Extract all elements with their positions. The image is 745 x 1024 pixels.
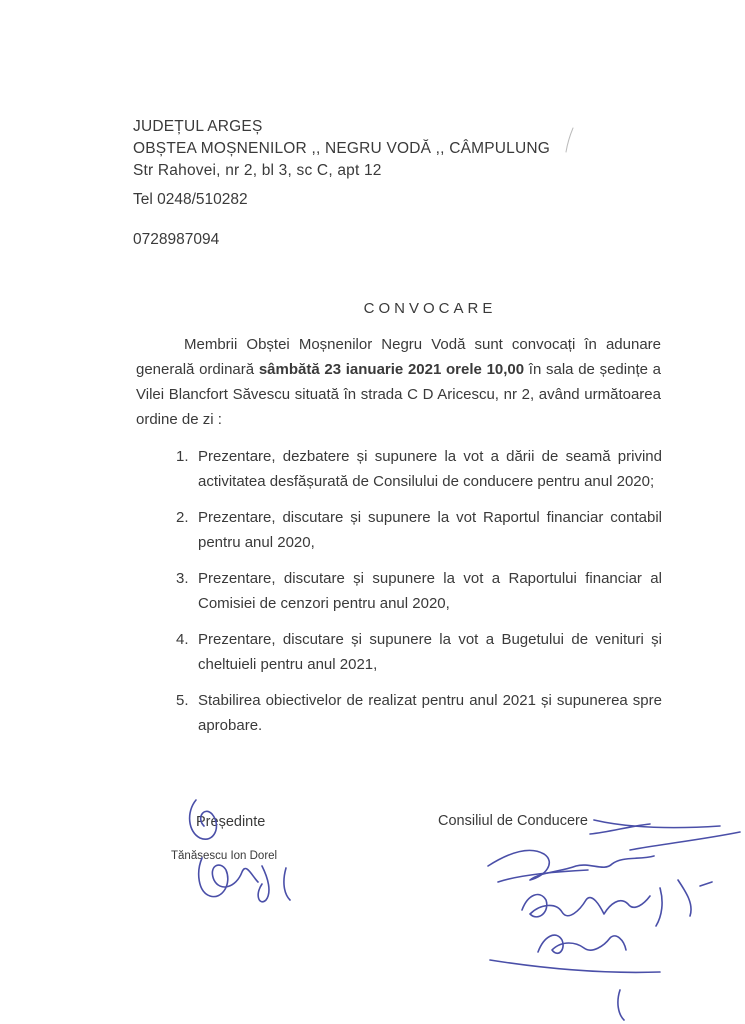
agenda-item: 2. Prezentare, discutare și supunere la vot Raportul financiar contabil pentru anul 2020,	[176, 509, 662, 551]
intro-text-2: în sala de ședințe a Vilei Blancfort Săvescu situată în strada C D Aricescu, nr 2, având următoarea ordine de zi :	[136, 361, 661, 428]
telephone-line: Tel 0248/510282	[133, 191, 248, 208]
intro-text-1: Membrii Obștei Moșnenilor Negru Vodă sunt convocați în adunare generală ordinară	[136, 336, 661, 378]
address-line: Str Rahovei, nr 2, bl 3, sc C, apt 12	[133, 162, 382, 179]
document-title: CONVOCARE	[363, 300, 497, 317]
mobile-line: 0728987094	[133, 231, 220, 248]
president-name: Tănăsescu Ion Dorel	[171, 850, 278, 862]
county-line: JUDEȚUL ARGEȘ	[133, 118, 263, 135]
council-title: Consiliul de Conducere	[438, 813, 588, 829]
agenda-item: 5. Stabilirea obiectivelor de realizat pentru anul 2021 și supunerea spre aprobare.	[176, 692, 662, 734]
agenda-item: 3. Prezentare, discutare și supunere la vot a Raportului financiar al Comisiei de cenzori pentru anul 2020,	[176, 570, 662, 612]
agenda-item: 4. Prezentare, discutare și supunere la vot a Bugetului de venituri și cheltuieli pentru anul 2021,	[176, 631, 662, 673]
organization-line: OBȘTEA MOȘNENILOR ,, NEGRU VODĂ ,, CÂMPULUNG	[133, 140, 551, 157]
meeting-date: sâmbătă 23 ianuarie 2021 orele 10,00	[258, 361, 525, 378]
agenda-item: 1. Prezentare, dezbatere și supunere la vot a dării de seamă privind activitatea desfășurată de Consilului de conducere pentru anul 2020;	[176, 448, 662, 490]
president-title: Președinte	[196, 814, 266, 830]
